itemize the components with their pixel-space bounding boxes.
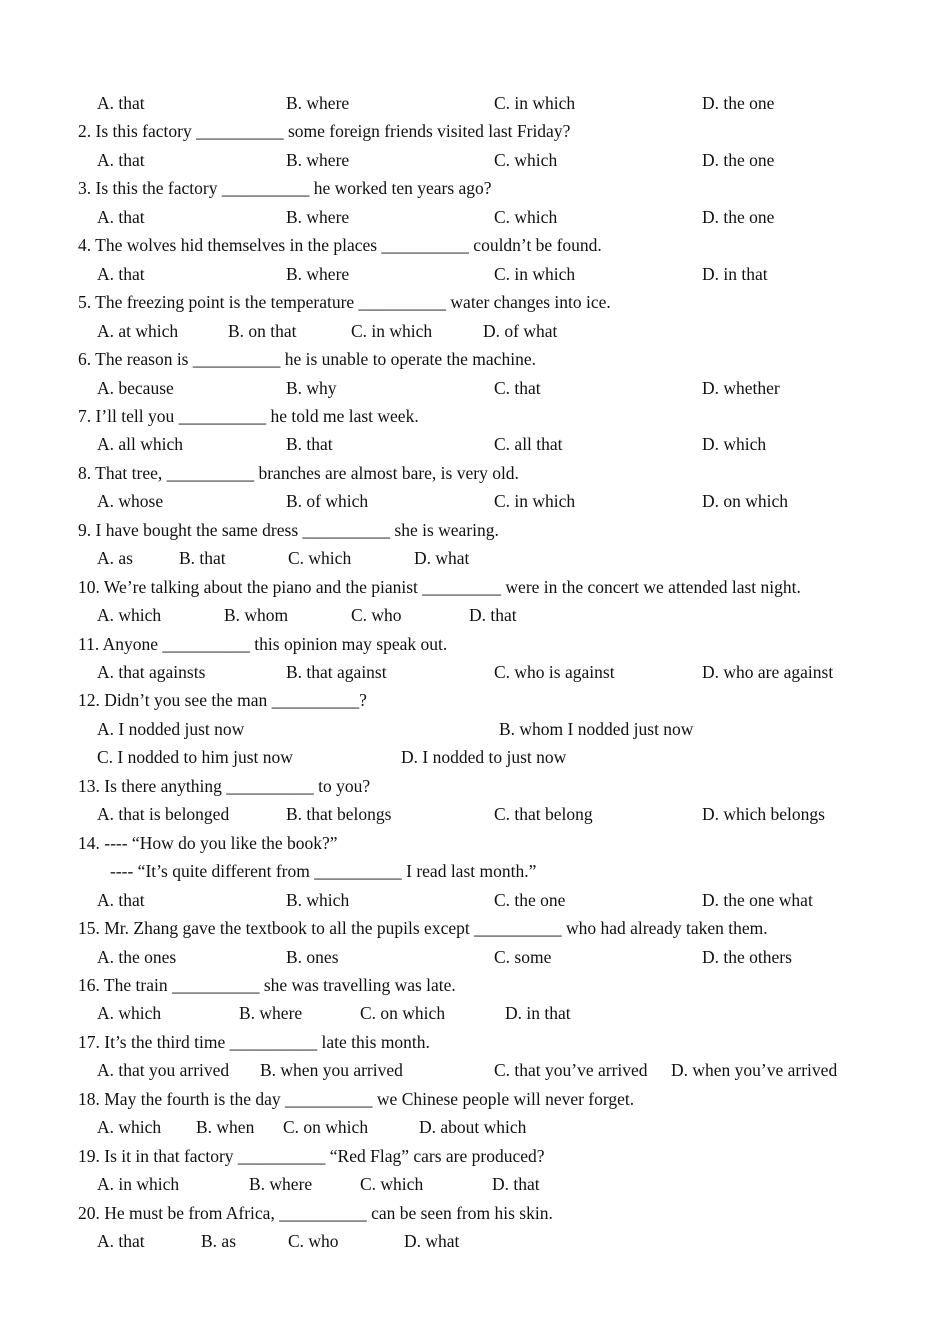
answer-option: D. in that [702,264,768,284]
question-text: 20. He must be from Africa, __________ can be seen from his skin. [78,1203,553,1223]
question-text: 7. I’ll tell you __________ he told me last week. [78,406,419,426]
answer-option: C. in which [494,491,576,511]
answer-option: A. all which [97,434,184,454]
answer-option: B. where [286,264,350,284]
answer-option: C. on which [360,1003,446,1023]
answer-option: C. all that [494,434,563,454]
answer-option: A. which [97,605,162,625]
answer-option: B. that belongs [286,804,392,824]
answer-option: C. that belong [494,804,593,824]
answer-option: A. that [97,93,145,113]
answer-option: A. that [97,207,145,227]
answer-option: B. on that [228,321,297,341]
answer-option: D. about which [419,1117,527,1137]
answer-option: D. the one [702,207,775,227]
question-text: 4. The wolves hid themselves in the places __________ couldn’t be found. [78,235,602,255]
answer-option: C. who is against [494,662,615,682]
answer-option: C. the one [494,890,566,910]
answer-option: A. which [97,1117,162,1137]
answer-option: D. which belongs [702,804,825,824]
question-text: 6. The reason is __________ he is unable to operate the machine. [78,349,536,369]
answer-option: D. the one what [702,890,813,910]
question-text: 19. Is it in that factory __________ “Red Flag” cars are produced? [78,1146,545,1166]
answer-option: B. where [249,1174,313,1194]
answer-option: B. when [196,1117,255,1137]
answer-option: C. who [288,1231,339,1251]
question-text: 5. The freezing point is the temperature __________ water changes into ice. [78,292,611,312]
answer-option: D. whether [702,378,780,398]
question-text: 16. The train __________ she was travelling was late. [78,975,456,995]
answer-option: B. that against [286,662,387,682]
question-continuation: ---- “It’s quite different from __________ I read last month.” [110,861,537,881]
answer-option: C. which [494,207,558,227]
answer-option: C. who [351,605,402,625]
answer-option: C. which [494,150,558,170]
answer-option: D. that [492,1174,540,1194]
answer-option: B. when you arrived [260,1060,403,1080]
answer-option: A. that [97,264,145,284]
answer-option: A. as [97,548,133,568]
answer-option: D. what [414,548,470,568]
answer-option: D. the one [702,150,775,170]
answer-option: A. which [97,1003,162,1023]
answer-option: A. that [97,1231,145,1251]
answer-option: A. that [97,150,145,170]
answer-option: B. as [201,1231,236,1251]
answer-option: B. that [179,548,226,568]
question-text: 11. Anyone __________ this opinion may speak out. [78,634,448,654]
answer-option: C. which [360,1174,424,1194]
question-text: 14. ---- “How do you like the book?” [78,833,338,853]
question-text: 18. May the fourth is the day __________ we Chinese people will never forget. [78,1089,635,1109]
question-text: 17. It’s the third time __________ late this month. [78,1032,430,1052]
answer-option: A. at which [97,321,179,341]
question-text: 10. We’re talking about the piano and the pianist _________ were in the concert we attended last night. [78,577,801,597]
question-text: 12. Didn’t you see the man __________? [78,690,367,710]
answer-option: D. who are against [702,662,834,682]
answer-option: B. whom [224,605,289,625]
answer-option: C. which [288,548,352,568]
answer-option: C. on which [283,1117,369,1137]
answer-option: B. of which [286,491,369,511]
answer-option: C. in which [351,321,433,341]
answer-option: A. that [97,890,145,910]
answer-option: A. that you arrived [97,1060,230,1080]
answer-option: D. the others [702,947,792,967]
answer-option: C. that you’ve arrived [494,1060,648,1080]
answer-option: A. I nodded just now [97,719,245,739]
answer-option: C. in which [494,264,576,284]
answer-option: A. whose [97,491,164,511]
answer-option: A. in which [97,1174,180,1194]
answer-option: D. when you’ve arrived [671,1060,838,1080]
answer-option: D. that [469,605,517,625]
answer-option: D. of what [483,321,558,341]
answer-option: C. in which [494,93,576,113]
question-text: 8. That tree, __________ branches are almost bare, is very old. [78,463,519,483]
answer-option: C. I nodded to him just now [97,747,293,767]
answer-option: C. some [494,947,552,967]
answer-option: A. that is belonged [97,804,230,824]
answer-option: B. ones [286,947,339,967]
answer-option: D. on which [702,491,789,511]
answer-option: A. that againsts [97,662,206,682]
answer-option: B. which [286,890,350,910]
answer-option: D. which [702,434,767,454]
question-text: 9. I have bought the same dress __________ she is wearing. [78,520,499,540]
question-text: 15. Mr. Zhang gave the textbook to all the pupils except __________ who had already taken them. [78,918,768,938]
answer-option: A. the ones [97,947,177,967]
question-text: 2. Is this factory __________ some foreign friends visited last Friday? [78,121,571,141]
answer-option: D. what [404,1231,460,1251]
question-text: 3. Is this the factory __________ he worked ten years ago? [78,178,492,198]
answer-option: C. that [494,378,541,398]
answer-option: B. where [286,93,350,113]
answer-option: B. where [286,207,350,227]
answer-option: A. because [97,378,174,398]
answer-option: D. I nodded to just now [401,747,567,767]
question-text: 13. Is there anything __________ to you? [78,776,371,796]
answer-option: D. the one [702,93,775,113]
answer-option: B. why [286,378,337,398]
answer-option: B. where [239,1003,303,1023]
answer-option: B. whom I nodded just now [499,719,694,739]
answer-option: D. in that [505,1003,571,1023]
answer-option: B. that [286,434,333,454]
answer-option: B. where [286,150,350,170]
